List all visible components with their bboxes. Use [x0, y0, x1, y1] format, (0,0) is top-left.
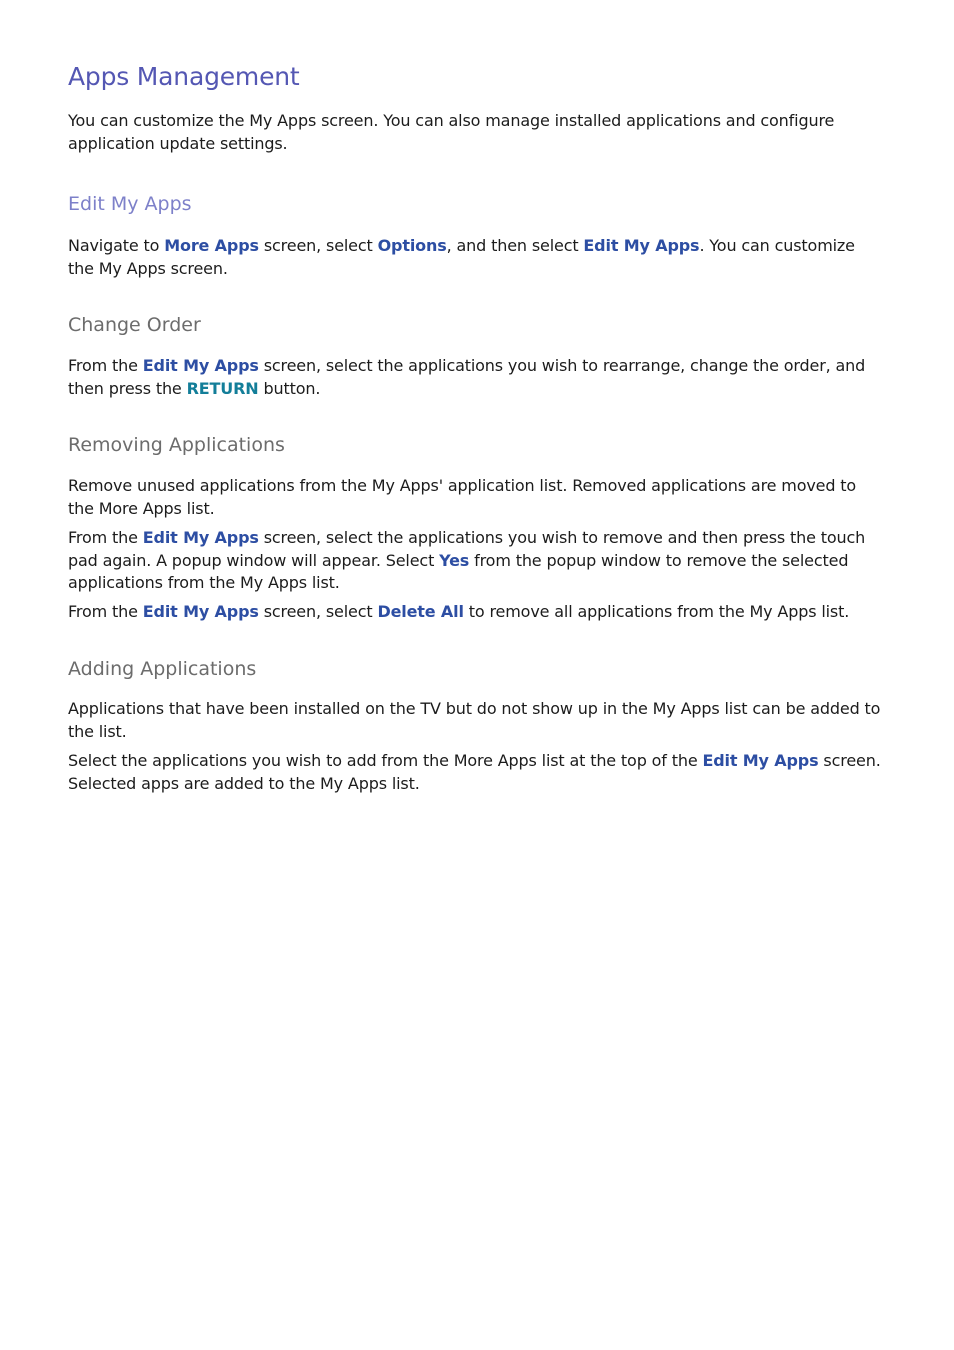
- keyword-edit-my-apps: Edit My Apps: [702, 751, 819, 770]
- text-run: Navigate to: [68, 236, 165, 255]
- keyword-more-apps: More Apps: [164, 236, 259, 255]
- keyword-edit-my-apps: Edit My Apps: [142, 356, 259, 375]
- subsection-heading-removing-applications: Removing Applications: [68, 434, 285, 456]
- text-run: screen. Selected apps are added to the My Apps list.: [68, 751, 881, 793]
- keyword-options: Options: [377, 236, 447, 255]
- subsection-heading-adding-applications: Adding Applications: [68, 658, 257, 680]
- text-run: from the popup window to remove the selected applications from the My Apps list.: [68, 550, 849, 592]
- intro-paragraph: You can customize the My Apps screen. You can also manage installed applications and configure application update settings.: [68, 111, 835, 153]
- keyword-return: RETURN: [186, 378, 259, 398]
- edit-my-apps-paragraph: [68, 235, 884, 280]
- page-title: Apps Management: [68, 62, 300, 91]
- text-run: From the: [68, 528, 143, 547]
- text-run: screen, select the applications you wish to rearrange, change the order, and then press the: [68, 356, 866, 398]
- section-heading-edit-my-apps: Edit My Apps: [68, 193, 192, 215]
- removing-paragraph-2: [68, 527, 884, 595]
- text-run: Select the applications you wish to add from the More Apps list at the top of the: [68, 751, 703, 770]
- removing-paragraph-1: Remove unused applications from the My Apps' application list. Removed applications are moved to the More Apps list.: [68, 476, 857, 518]
- text-run: , and then select: [446, 236, 584, 255]
- keyword-delete-all: Delete All: [377, 602, 464, 621]
- text-run: From the: [68, 356, 143, 375]
- removing-paragraph-3: [68, 601, 884, 624]
- text-run: to remove all applications from the My Apps list.: [463, 602, 850, 621]
- adding-paragraph-2: [68, 750, 884, 795]
- keyword-edit-my-apps: Edit My Apps: [142, 602, 259, 621]
- text-run: screen, select: [258, 602, 378, 621]
- text-run: screen, select: [258, 236, 378, 255]
- keyword-edit-my-apps: Edit My Apps: [583, 236, 700, 255]
- subsection-heading-change-order: Change Order: [68, 314, 201, 336]
- keyword-edit-my-apps: Edit My Apps: [142, 528, 259, 547]
- text-run: From the: [68, 602, 143, 621]
- text-run: . You can customize the My Apps screen.: [68, 236, 855, 278]
- text-run: button.: [258, 378, 321, 398]
- text-run: screen, select the applications you wish to remove and then press the touch pad again. A popup window will appear. Select: [68, 528, 866, 570]
- keyword-yes: Yes: [439, 550, 470, 570]
- adding-paragraph-1: Applications that have been installed on the TV but do not show up in the My Apps list can be added to the list.: [68, 699, 881, 741]
- change-order-paragraph: [68, 355, 884, 400]
